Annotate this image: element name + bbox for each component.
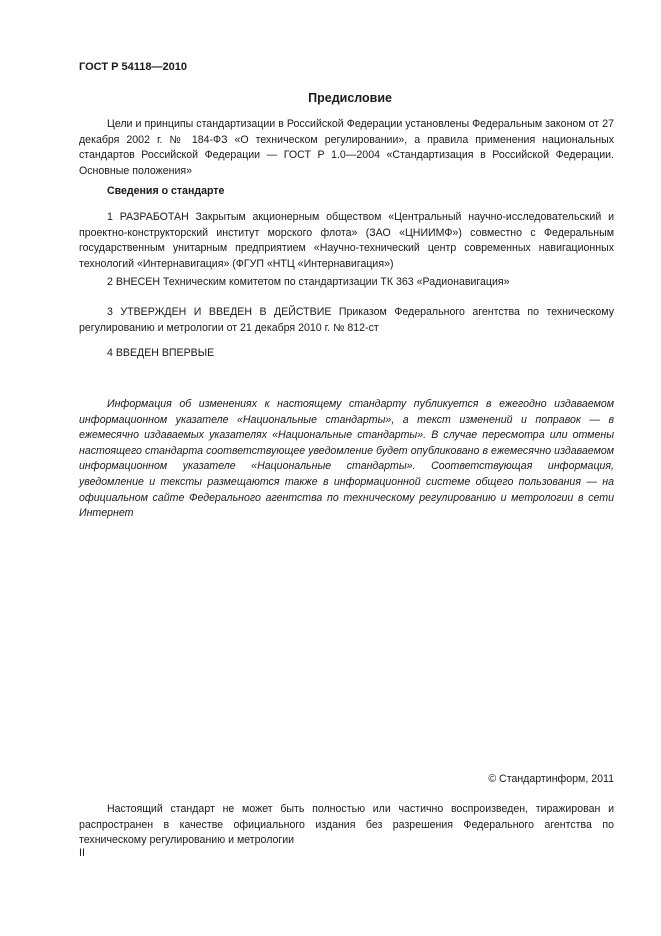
standard-info-item-1: 1 РАЗРАБОТАН Закрытым акционерным обществом «Центральный научно-исследовательский и проектно-конструкторский институт морского флота» (ЗАО «ЦНИИМФ») совместно с Федеральным государственным унитарным предприятием «Научно-технический центр современных навигационных технологий «Интернавигация» (ФГУП «НТЦ «Интернавигация») [79,211,614,270]
standard-info-item-2: 2 ВНЕСЕН Техническим комитетом по стандартизации ТК 363 «Радионавигация» [107,276,510,288]
standard-info-item-4: 4 ВВЕДЕН ВПЕРВЫЕ [107,347,215,359]
legal-notice-paragraph: Настоящий стандарт не может быть полностью или частично воспроизведен, тиражирован и распространен в качестве официального издания без разрешения Федерального агентства по техническому регулированию и метрологии [79,803,614,847]
document-code: ГОСТ Р 54118—2010 [79,61,187,73]
standard-info-item-3: 3 УТВЕРЖДЕН И ВВЕДЕН В ДЕЙСТВИЕ Приказом Федерального агентства по техническому регулированию и метрологии от 21 декабря 2010 г. № 812-ст [79,306,614,334]
page-number: II [79,847,85,859]
change-notice-paragraph: Информация об изменениях к настоящему стандарту публикуется в ежегодно издаваемом информационном указателе «Национальные стандарты», а текст изменений и поправок — в ежемесячно издаваемых указателях «Национальные стандарты». В случае пересмотра или отмены настоящего стандарта соответствующее уведомление будет опубликовано в ежемесячно издаваемом информационном указателе «Национальные стандарты». Соответствующая информация, уведомление и тексты размещаются также в информационной системе общего пользования — на официальном сайте Федерального агентства по техническому регулированию и метрологии в сети Интернет [79,398,614,520]
standard-info-heading: Сведения о стандарте [107,185,225,197]
copyright-line: © Стандартинформ, 2011 [488,773,614,785]
preface-title-text: Предисловие [308,91,392,105]
preface-title [79,91,612,107]
preface-intro-paragraph: Цели и принципы стандартизации в Российской Федерации установлены Федеральным законом от 27 декабря 2002 г. № 184-ФЗ «О техническом регулировании», а правила применения национальных стандартов Российской Федерации — ГОСТ Р 1.0—2004 «Стандартизация в Российской Федерации. Основные положения» [79,118,614,177]
